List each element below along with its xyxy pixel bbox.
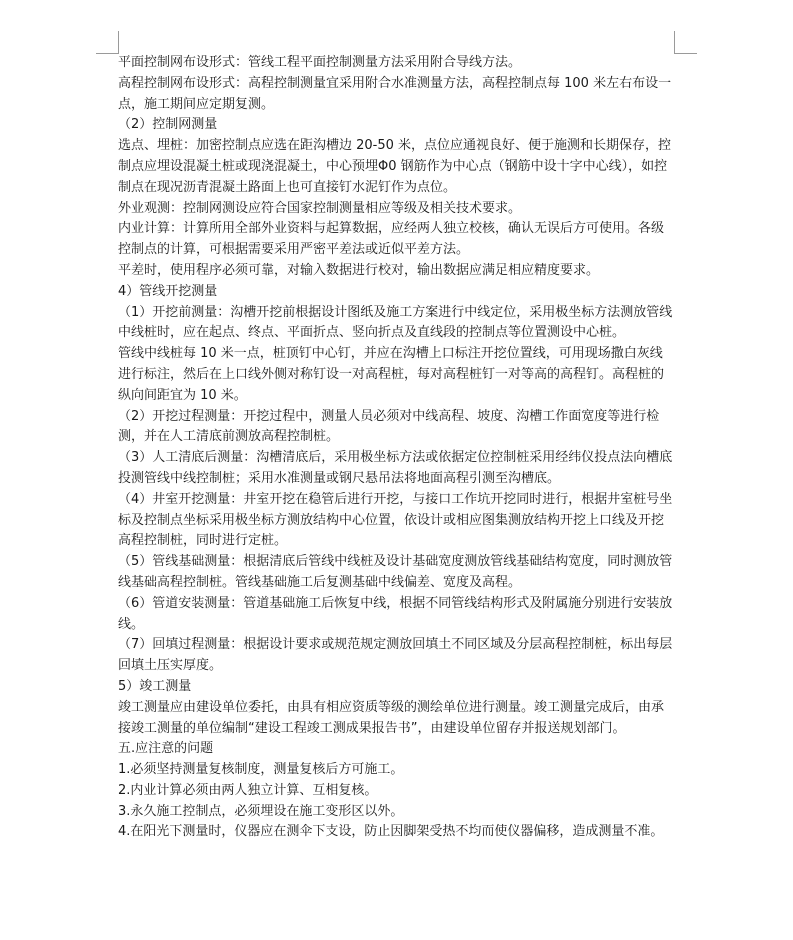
paragraph: （7）回填过程测量：根据设计要求或规范规定测放回填土不同区域及分层高程控制桩，标出每层回填土压实厚度。 <box>118 637 673 674</box>
paragraph: （5）管线基础测量：根据清底后管线中线桩及设计基础宽度测放管线基础结构宽度，同时测放管线基础高程控制桩。管线基础施工后复测基础中线偏差、宽度及高程。 <box>118 554 673 590</box>
paragraph: （4）井室开挖测量：井室开挖在稳管后进行开挖，与接口工作坑开挖同时进行，根据井室桩号坐标及控制点坐标采用极坐标方测放结构中心位置，依设计或相应图集测放结构开挖上口线及开挖高程控制桩，同时进行定桩。 <box>118 491 673 549</box>
section-heading: 4）管线开挖测量 <box>118 283 218 299</box>
list-item: 1.必须坚持测量复核制度，测量复核后方可施工。 <box>118 762 404 778</box>
list-item: 2.内业计算必须由两人独立计算、互相复核。 <box>118 782 378 798</box>
list-item: 3.永久施工控制点，必须埋设在施工变形区以外。 <box>118 803 404 819</box>
section-heading: 5）竣工测量 <box>118 678 192 694</box>
paragraph: 竣工测量应由建设单位委托，由具有相应资质等级的测绘单位进行测量。竣工测量完成后，由承接竣工测量的单位编制“建设工程竣工测成果报告书”，由建设单位留存并报送规划部门。 <box>118 699 665 736</box>
paragraph: 内业计算：计算所用全部外业资料与起算数据，应经两人独立校核，确认无误后方可使用。各级控制点的计算，可根据需要采用严密平差法或近似平差方法。 <box>118 221 665 258</box>
paragraph: （1）开挖前测量：沟槽开挖前根据设计图纸及施工方案进行中线定位，采用极坐标方法测放管线中线桩时，应在起点、终点、平面折点、竖向折点及直线段的控制点等位置测设中心桩。 <box>118 304 673 341</box>
paragraph: 平差时，使用程序必须可靠，对输入数据进行校对，输出数据应满足相应精度要求。 <box>118 262 600 278</box>
paragraph: （6）管道安装测量：管道基础施工后恢复中线，根据不同管线结构形式及附属施分别进行安装放线。 <box>118 595 673 632</box>
section-heading: 五.应注意的问题 <box>118 741 214 757</box>
margin-corner-mark-right <box>674 31 697 54</box>
paragraph: 选点、埋桩：加密控制点应选在距沟槽边 20-50 米，点位应通视良好、便于施测和长期保存，控制点应埋设混凝土桩或现浇混凝土，中心预埋Φ0 钢筋作为中心点（钢筋中设十字中心线），如控制点在现况沥青混凝土路面上也可直接钉水泥钉作为点位。 <box>118 138 672 195</box>
paragraph: 高程控制网布设形式：高程控制测量宜采用附合水准测量方法，高程控制点每 100 米左右布设一点，施工期间应定期复测。 <box>118 75 672 112</box>
margin-corner-mark-left <box>96 31 119 54</box>
paragraph: 管线中线桩每 10 米一点，桩顶钉中心钉，并应在沟槽上口标注开挖位置线，可用现场撒白灰线进行标注，然后在上口线外侧对称钉设一对高程桩，每对高程桩钉一对等高的高程钉。高程桩的纵向间距宜为 10 米。 <box>118 346 665 403</box>
paragraph: 平面控制网布设形式：管线工程平面控制测量方法采用附合导线方法。 <box>118 55 522 70</box>
document-body[interactable] <box>118 53 674 843</box>
list-item: 4.在阳光下测量时，仪器应在测伞下支设，防止因脚架受热不均而使仪器偏移，造成测量不准。 <box>118 824 664 840</box>
paragraph: （2）开挖过程测量：开挖过程中，测量人员必须对中线高程、坡度、沟槽工作面宽度等进行检测，并在人工清底前测放高程控制桩。 <box>118 408 660 445</box>
section-heading: （2）控制网测量 <box>118 117 218 133</box>
paragraph: （3）人工清底后测量：沟槽清底后，采用极坐标方法或依据定位控制桩采用经纬仪投点法向槽底投测管线中线控制桩；采用水准测量或钢尺悬吊法将地面高程引测至沟槽底。 <box>118 450 673 486</box>
paragraph: 外业观测：控制网测设应符合国家控制测量相应等级及相关技术要求。 <box>118 200 522 216</box>
